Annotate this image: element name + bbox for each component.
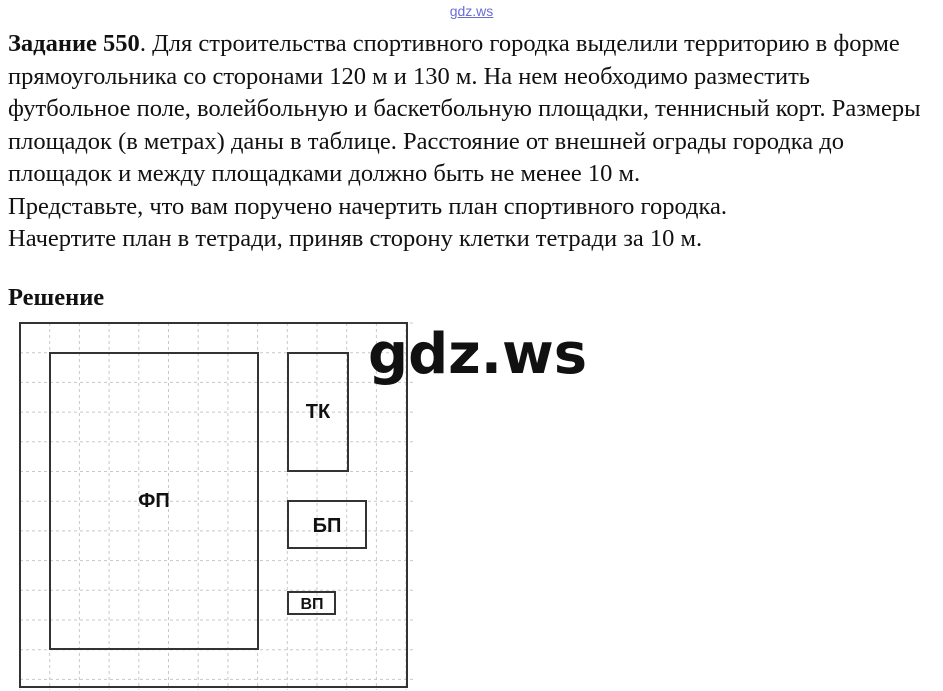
task-paragraph-1	[8, 28, 938, 191]
task-label: Задание 550	[8, 30, 140, 57]
solution-heading: Решение	[8, 284, 105, 311]
site-watermark-big: gdz.ws	[368, 322, 588, 387]
sports-complex-plan	[0, 310, 430, 691]
task-paragraph-2: Представьте, что вам поручено начертить план спортивного городка.	[8, 192, 728, 220]
task-text	[8, 28, 938, 256]
volleyball-court-label: ВП	[300, 596, 324, 613]
notebook-grid	[20, 323, 415, 690]
task-paragraph-1-text: . Для строительства спортивного городка выделили территорию в форме прямоугольника со сторонами 120 м и 130 м. На нем необходимо разместить футбольное поле, волейбольную и баскетбольную площадки, теннисный корт. Размеры площадок (в метрах) даны в таблице. Расстояние от внешней ограды городка до площадок и между площадками должно быть не менее 10 м.	[8, 30, 921, 187]
site-watermark-link[interactable]: gdz.ws	[449, 3, 494, 19]
basketball-court-label: БП	[312, 515, 342, 537]
tennis-court-label: ТК	[305, 401, 331, 423]
task-paragraph-3: Начертите план в тетради, приняв сторону клетки тетради за 10 м.	[8, 225, 703, 252]
football-field-label: ФП	[138, 490, 170, 512]
